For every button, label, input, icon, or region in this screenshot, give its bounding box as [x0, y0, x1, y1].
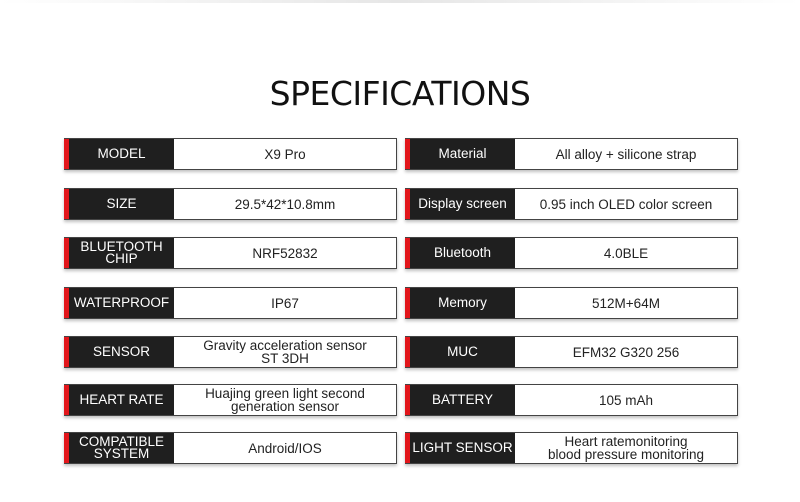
spec-row-model [64, 138, 397, 170]
spec-label: MUC [410, 337, 515, 367]
spec-label: COMPATIBLE SYSTEM [69, 433, 174, 463]
spec-value: Android/IOS [248, 440, 322, 456]
spec-value: 105 mAh [598, 392, 654, 408]
spec-label: SENSOR [69, 337, 174, 367]
spec-value: Heart ratemonitoring blood pressure monitoring [547, 434, 705, 462]
spec-row-light-sensor [405, 432, 738, 464]
spec-row-material [405, 138, 738, 170]
spec-label: MODEL [69, 139, 174, 169]
spec-label: WATERPROOF [69, 288, 174, 318]
spec-value: NRF52832 [252, 245, 318, 261]
spec-value: 4.0BLE [603, 245, 649, 261]
spec-label: Bluetooth [410, 238, 515, 268]
spec-value: Huajing green light second generation sensor [205, 386, 365, 414]
spec-row-bluetooth-chip [64, 237, 397, 269]
spec-row-compatible-system [64, 432, 397, 464]
spec-row-heart-rate [64, 384, 397, 416]
spec-label: Display screen [410, 189, 515, 219]
page-title: SPECIFICATIONS [269, 74, 531, 114]
spec-value: All alloy + silicone strap [555, 146, 697, 162]
spec-value: 512M+64M [592, 295, 660, 311]
spec-label: SIZE [69, 189, 174, 219]
spec-value: EFM32 G320 256 [572, 344, 680, 360]
spec-label: BLUETOOTH CHIP [69, 238, 174, 268]
spec-label: LIGHT SENSOR [410, 433, 515, 463]
spec-value: Gravity acceleration sensor ST 3DH [203, 338, 367, 366]
spec-value: IP67 [271, 295, 299, 311]
spec-value: X9 Pro [264, 146, 306, 162]
top-divider-line [0, 0, 800, 3]
spec-row-waterproof [64, 287, 397, 319]
spec-row-bluetooth [405, 237, 738, 269]
spec-label: HEART RATE [69, 385, 174, 415]
spec-row-memory [405, 287, 738, 319]
spec-row-battery [405, 384, 738, 416]
spec-label: BATTERY [410, 385, 515, 415]
spec-row-display-screen [405, 188, 738, 220]
spec-label: Memory [410, 288, 515, 318]
spec-value: 0.95 inch OLED color screen [539, 196, 713, 212]
spec-row-size [64, 188, 397, 220]
spec-row-sensor [64, 336, 397, 368]
spec-row-muc [405, 336, 738, 368]
spec-value: 29.5*42*10.8mm [234, 196, 336, 212]
spec-label: Material [410, 139, 515, 169]
